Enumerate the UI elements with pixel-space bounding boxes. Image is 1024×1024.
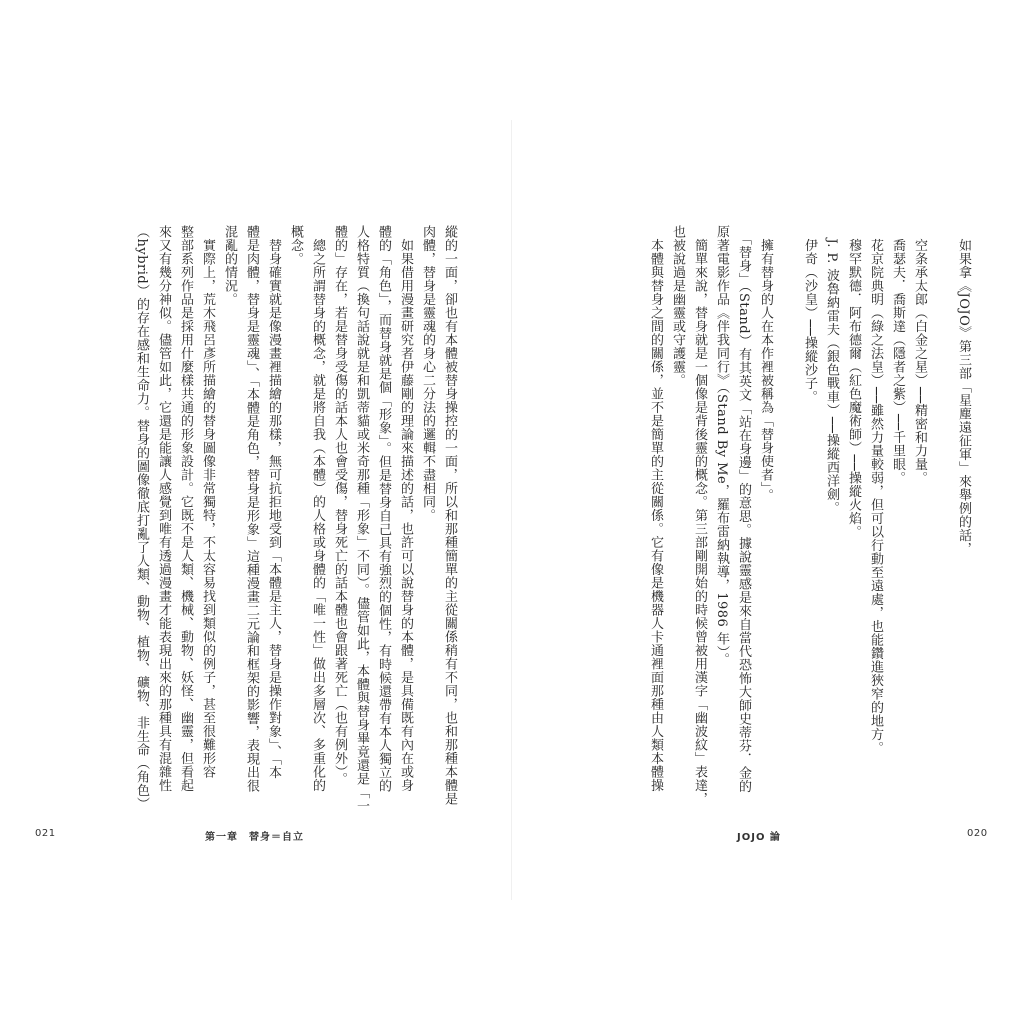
text-line: 簡單來說，替身就是一個像是背後靈的概念。第三部剛開始的時候曾被用漢字「幽波紋」表達，: [692, 225, 707, 806]
page-number: 020: [967, 828, 988, 839]
text-line: 體是肉體，替身是靈魂」、「本體是角色，替身是形象」這種漫畫二元論和框架的影響，表現出很: [244, 225, 259, 793]
text-line: 也被說過是幽靈或守護靈。: [670, 225, 685, 387]
right-page: [512, 0, 1024, 1024]
text-line: 縱的一面，卻也有本體被替身操控的一面，所以和那種簡單的主從關係稍有不同，也和那種本體是: [442, 225, 457, 806]
text-line: 混亂的情況。: [222, 225, 237, 306]
text-line: 如果拿《JOJO》第三部「星塵遠征軍」來舉例的話，: [956, 225, 971, 556]
text-line: 人格特質（換句話說就是和凱蒂貓或米奇那種「形象」不同）。儘管如此，本體與替身畢竟還是「一: [354, 225, 369, 813]
text-line: 花京院典明（綠之法皇）──雖然力量較弱，但可以行動至遠處，也能鑽進狹窄的地方。: [868, 225, 883, 755]
text-line: 實際上，荒木飛呂彥所描繪的替身圖像非常獨特，不太容易找到類似的例子，甚至很難形容: [200, 225, 215, 779]
running-head: JOJO 論: [737, 832, 781, 843]
text-line: 如果借用漫畫研究者伊藤剛的理論來描述的話，也許可以說替身的本體，是具備既有內在或身: [398, 225, 413, 792]
text-line: 替身確實就是像漫畫裡描繪的那樣，無可抗拒地受到「本體是主人，替身是操作對象」、「本: [266, 225, 281, 779]
paragraph-gap: [930, 225, 952, 780]
text-line: 整部系列作品是採用什麼樣共通的形象設計。它既不是人類、機械、動物、妖怪、幽靈，但看起: [178, 225, 193, 792]
paragraph-gap: [776, 225, 798, 780]
text-line: 體的」存在，若是替身受傷的話本人也會受傷，替身死亡的話本體也會跟著死亡（也有例外）。: [332, 225, 347, 786]
text-line: 空条承太郎（白金之星）──精密和力量。: [912, 225, 927, 485]
text-line: 肉體，替身是靈魂的身心二分法的邏輯不盡相同。: [420, 225, 435, 522]
text-line: 原著電影作品《伴我同行》（Stand By Me，羅布雷納執導，1986 年）。: [714, 225, 729, 666]
running-head: 第一章 替身＝自立: [205, 832, 304, 843]
text-line: 「替身」（Stand）有其英文「站在身邊」的意思。據說靈感是來自當代恐怖大師史蒂芬．金的: [736, 225, 751, 794]
text-line: 體的「角色」，而替身就是個「形象」。但是替身自己具有強烈的個性，有時候還帶有本人獨立的: [376, 225, 391, 793]
text-line: （hybrid）的存在感和生命力。替身的圖像徹底打亂了人類、動物、植物、礦物、非生命（角色）: [134, 225, 149, 811]
right-page-body: [544, 225, 974, 806]
text-line: 來又有幾分神似。儘管如此，它還是能讓人感覺到唯有透過漫畫才能表現出來的那種具有混雜性: [156, 225, 171, 792]
text-line: 擁有替身的人在本作裡被稱為「替身使者」。: [758, 225, 773, 502]
text-line: 喬瑟夫．喬斯達（隱者之紫）──千里眼。: [890, 225, 905, 485]
page-number: 021: [35, 828, 56, 839]
text-line: 穆罕默德．阿布德爾（紅色魔術師）──操縱火焰。: [846, 225, 861, 539]
left-page-body: [30, 225, 460, 813]
text-line: 概念。: [288, 225, 303, 266]
text-line: J. P. 波魯納雷夫（銀色戰車）──操縱西洋劍。: [824, 225, 839, 515]
text-line: 本體與替身之間的關係，並不是簡單的主從關係。它有像是機器人卡通裡面那種由人類本體操: [648, 225, 663, 792]
text-line: 總之所謂替身的概念，就是將自我（本體）的人格或身體的「唯一性」做出多層次、多重化的: [310, 225, 325, 792]
text-line: 伊奇（沙皇）──操縱沙子。: [802, 225, 817, 404]
